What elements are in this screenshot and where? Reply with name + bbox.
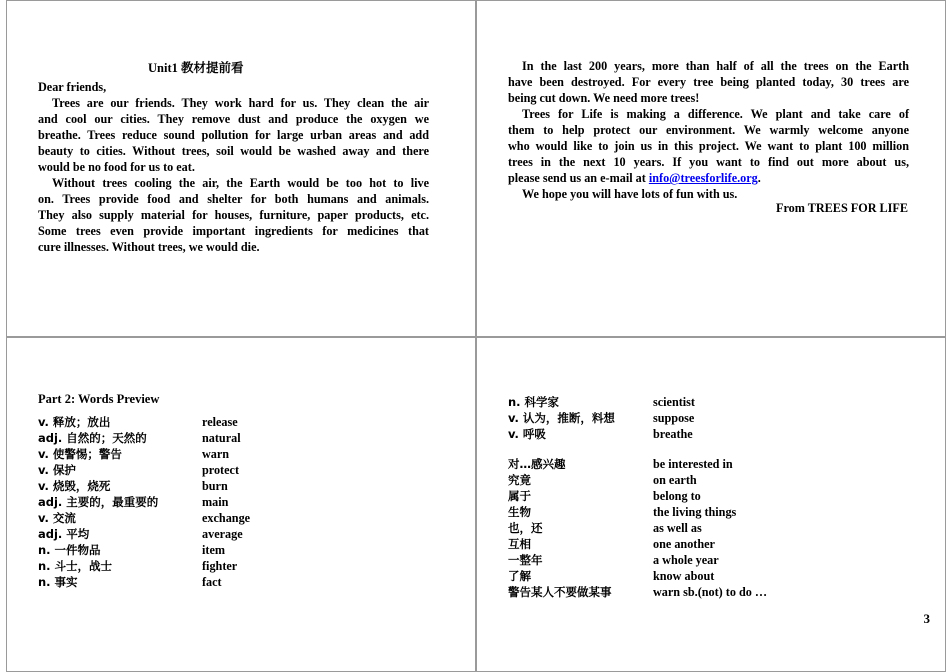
en-word: scientist <box>653 395 695 409</box>
unit-title: Unit1 教材提前看 <box>148 61 244 75</box>
letter-line: have been destroyed. For every tree being planted today, 30 trees are <box>508 75 909 89</box>
letter-line: Some trees even provide important ingredients for medicines that <box>38 224 429 238</box>
letter-line: being cut down. We need more trees! <box>508 91 700 105</box>
cn-phrase: 属于 <box>508 489 531 503</box>
en-word: main <box>202 495 229 509</box>
page-number: 3 <box>923 611 930 626</box>
cn-word: n. 科学家 <box>508 395 560 409</box>
cn-word: v. 认为，推断，料想 <box>508 411 615 425</box>
list-gap <box>653 442 767 456</box>
en-phrase: be interested in <box>653 457 733 471</box>
cn-word: v. 呼吸 <box>508 427 546 441</box>
letter-line: beauty to cities. Without trees, soil would be washed away and there <box>38 144 429 158</box>
cn-phrase: 一整年 <box>508 553 543 567</box>
words-left-en-list <box>202 414 250 590</box>
words-right-en-list <box>653 394 767 600</box>
words-right-cn-list <box>508 394 615 600</box>
cn-word: v. 交流 <box>38 511 76 525</box>
letter-line: on. Trees provide food and shelter for both humans and animals. <box>38 192 429 206</box>
letter-part-1 <box>38 79 429 255</box>
en-word: protect <box>202 463 239 477</box>
cn-word: v. 释放；放出 <box>38 415 111 429</box>
letter-line: In the last 200 years, more than half of all the trees on the Earth <box>522 59 909 73</box>
cn-phrase: 生物 <box>508 505 531 519</box>
email-prefix: please send us an e-mail at <box>508 171 649 185</box>
en-word: natural <box>202 431 241 445</box>
cn-word: n. 一件物品 <box>38 543 101 557</box>
cn-word: adj. 平均 <box>38 527 90 541</box>
letter-line: We hope you will have lots of fun with us. <box>522 187 738 201</box>
cn-phrase: 也，还 <box>508 521 543 535</box>
cn-phrase: 了解 <box>508 569 531 583</box>
cn-word: adj. 自然的；天然的 <box>38 431 147 445</box>
cn-phrase: 对…感兴趣 <box>508 457 566 471</box>
letter-line: them to help protect our environment. We warmly welcome anyone <box>508 123 909 137</box>
letter-line: would be no food for us to eat. <box>38 160 195 174</box>
cn-word: v. 使警惕；警告 <box>38 447 122 461</box>
en-phrase: know about <box>653 569 715 583</box>
words-preview-title: Part 2: Words Preview <box>38 392 160 406</box>
cn-word: n. 斗士，战士 <box>38 559 113 573</box>
cn-word: n. 事实 <box>38 575 78 589</box>
letter-greeting: Dear friends, <box>38 80 107 94</box>
cn-word: v. 保护 <box>38 463 76 477</box>
letter-line: Trees are our friends. They work hard for us. They clean the air <box>52 96 429 110</box>
en-word: fact <box>202 575 222 589</box>
en-phrase: on earth <box>653 473 697 487</box>
letter-line: who would like to join us in this project. We want to plant 100 million <box>508 139 909 153</box>
en-phrase: as well as <box>653 521 702 535</box>
cn-phrase: 互相 <box>508 537 531 551</box>
list-gap <box>508 442 615 456</box>
en-phrase: one another <box>653 537 715 551</box>
cn-word: adj. 主要的，最重要的 <box>38 495 159 509</box>
letter-line: cure illnesses. Without trees, we would die. <box>38 240 260 254</box>
en-phrase: a whole year <box>653 553 719 567</box>
en-word: suppose <box>653 411 695 425</box>
letter-line-email <box>508 170 909 186</box>
en-phrase: belong to <box>653 489 701 503</box>
letter-line: Without trees cooling the air, the Earth would be too hot to live <box>52 176 429 190</box>
words-left-cn-list <box>38 414 158 590</box>
letter-line: Trees for Life is making a difference. We plant and take care of <box>522 107 909 121</box>
en-word: burn <box>202 479 228 493</box>
en-phrase: warn sb.(not) to do … <box>653 585 768 599</box>
email-suffix: . <box>757 171 761 185</box>
en-word: breathe <box>653 427 693 441</box>
en-word: release <box>202 415 238 429</box>
letter-part-2 <box>508 58 909 202</box>
cn-phrase: 警告某人不要做某事 <box>508 585 612 599</box>
en-phrase: the living things <box>653 505 737 519</box>
en-word: item <box>202 543 226 557</box>
letter-signature: From TREES FOR LIFE <box>776 201 908 215</box>
email-link[interactable]: info@treesforlife.org <box>648 171 758 185</box>
letter-line: and cool our cities. They remove dust and produce the oxygen we <box>38 112 429 126</box>
cn-word: v. 烧毁，烧死 <box>38 479 111 493</box>
letter-line: trees in the next 10 years. If you want to find out more about us, <box>508 155 909 169</box>
letter-line: They also supply material for houses, furniture, paper products, etc. <box>38 208 429 222</box>
en-word: average <box>202 527 243 541</box>
cn-phrase: 究竟 <box>508 473 531 487</box>
en-word: warn <box>202 447 230 461</box>
en-word: exchange <box>202 511 251 525</box>
en-word: fighter <box>202 559 238 573</box>
letter-line: breathe. Trees reduce sound pollution for large urban areas and add <box>38 128 429 142</box>
